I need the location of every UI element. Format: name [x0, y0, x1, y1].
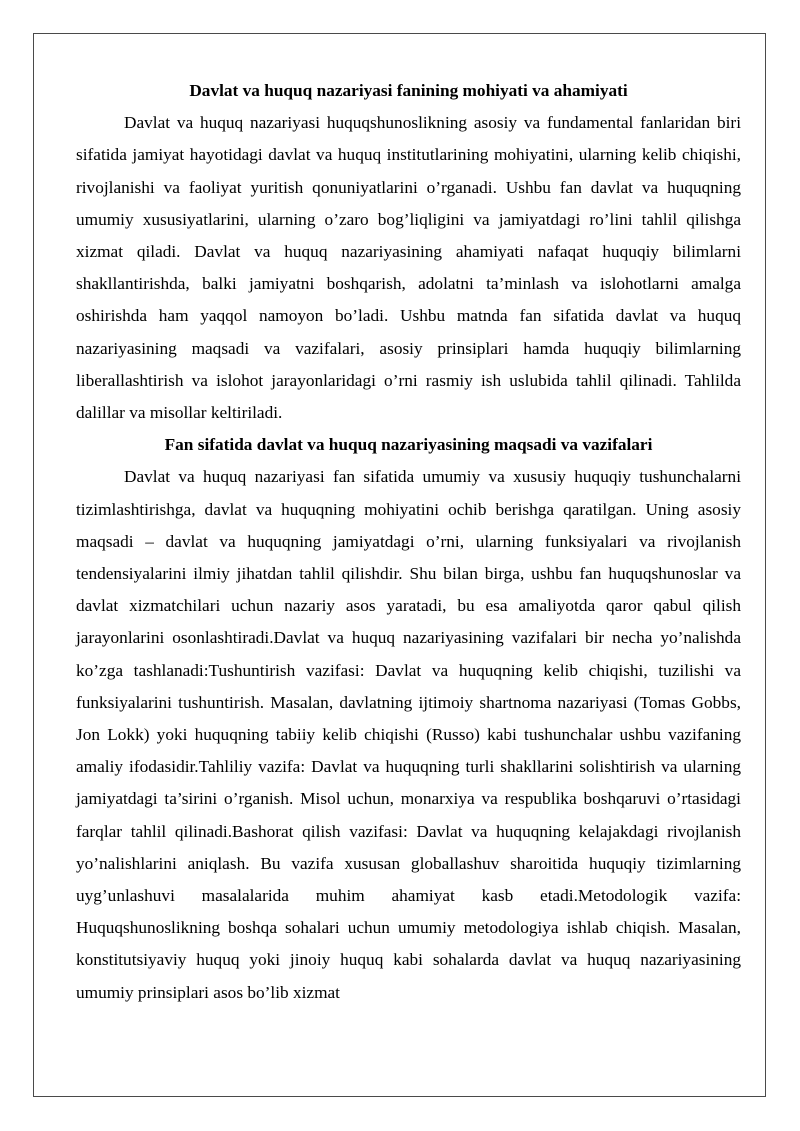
document-title: Davlat va huquq nazariyasi fanining mohiyati va ahamiyati	[189, 81, 628, 100]
intro-paragraph: Davlat va huquq nazariyasi huquqshunoslikning asosiy va fundamental fanlaridan biri sifatida jamiyat hayotidagi davlat va huquq institutlarining mohiyatini, ularning kelib chiqishi, rivojlanishi va faoliyat yuritish qonuniyatlarini o’rganadi. Ushbu fan davlat va huquqning umumiy xususiyatlarini, ularning o’zaro bog’liqligini va jamiyatdagi ro’lini tahlil qilishga xizmat qiladi. Davlat va huquq nazariyasining ahamiyati nafaqat huquqiy bilimlarni shakllantirishda, balki jamiyatni boshqarish, adolatni ta’minlash va islohotlarni amalga oshirishda ham yaqqol namoyon bo’ladi. Ushbu matnda fan sifatida davlat va huquq nazariyasining maqsadi va vazifalari, asosiy prinsiplari hamda huquqiy bilimlarning liberallashtirish va islohot jarayonlaridagi o’rni rasmiy ish uslubida tahlil qilinadi. Tahlilda dalillar va misollar keltiriladi.	[76, 113, 741, 423]
section-heading: Fan sifatida davlat va huquq nazariyasining maqsadi va vazifalari	[164, 435, 653, 455]
document-body	[76, 75, 741, 1009]
section-paragraph: Davlat va huquq nazariyasi fan sifatida umumiy va xususiy huquqiy tushunchalarni tizimlashtirishga, davlat va huquqning mohiyatini ochib berishga qaratilgan. Uning asosiy maqsadi – davlat va huquqning jamiyatdagi o’rni, ularning funksiyalari va rivojlanish tendensiyalarini ilmiy jihatdan tahlil qilishdir. Shu bilan birga, ushbu fan huquqshunoslar va davlat xizmatchilari uchun nazariy asos yaratadi, bu esa amaliyotda qaror qabul qilish jarayonlarini osonlashtiradi.Davlat va huquq nazariyasining vazifalari bir necha yo’nalishda ko’zga tashlanadi:Tushuntirish vazifasi: Davlat va huquqning kelib chiqishi, tuzilishi va funksiyalarini tushuntirish. Masalan, davlatning ijtimoiy shartnoma nazariyasi (Tomas Gobbs, Jon Lokk) yoki huquqning tabiiy kelib chiqishi (Russo) kabi tushunchalar ushbu vazifaning amaliy ifodasidir.Tahliliy vazifa: Davlat va huquqning turli shakllarini solishtirish va ularning jamiyatdagi ta’sirini o’rganish. Misol uchun, monarxiya va respublika boshqaruvi o’rtasidagi farqlar tahlil qilinadi.Bashorat qilish vazifasi: Davlat va huquqning kelajakdagi rivojlanish yo’nalishlarini aniqlash. Bu vazifa xususan globallashuv sharoitida huquqiy tizimlarning uyg’unlashuvi masalalarida muhim ahamiyat kasb etadi.Metodologik vazifa: Huquqshunoslikning boshqa sohalari uchun umumiy metodologiya ishlab chiqish. Masalan, konstitutsiyaviy huquq yoki jinoiy huquq kabi sohalarda davlat va huquq nazariyasining umumiy prinsiplari asos bo’lib xizmat	[76, 467, 741, 1002]
